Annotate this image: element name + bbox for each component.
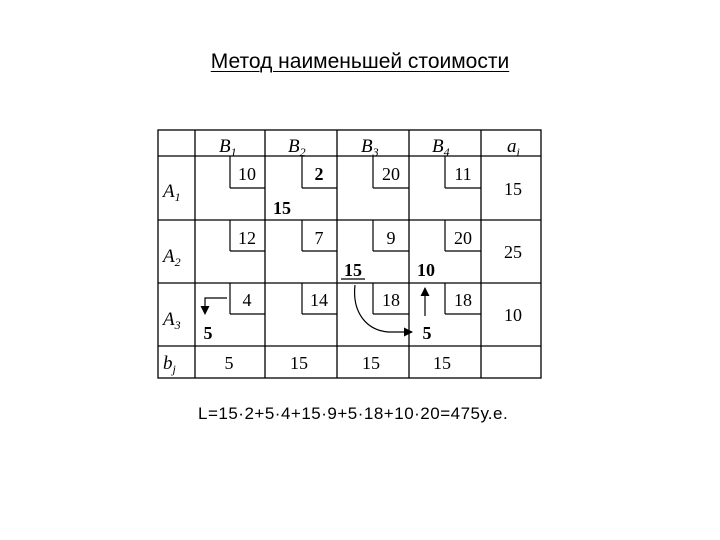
cost-a1-b1: 10 xyxy=(238,164,256,184)
row-label-a2: $A_2$ xyxy=(163,246,181,269)
demand-b1: 5 xyxy=(224,353,234,373)
header-b3: $B_3$ xyxy=(361,136,379,159)
table-grid xyxy=(158,130,541,378)
cost-a1-b4: 11 xyxy=(454,164,472,184)
allocation-a1-b2: 15 xyxy=(273,198,291,218)
cost-a3-b4: 18 xyxy=(454,290,472,310)
allocation-a2-b3: 15 xyxy=(344,260,362,280)
cost-a3-b1: 4 xyxy=(242,290,252,310)
allocation-a2-b4: 10 xyxy=(417,260,435,280)
header-b2: $B_2$ xyxy=(288,136,306,159)
cost-a3-b2: 14 xyxy=(310,290,328,310)
header-b1: $B_1$ xyxy=(219,136,237,159)
demand-b3: 15 xyxy=(362,353,380,373)
cost-a1-b2: 2 xyxy=(314,164,324,184)
page-title: Метод наименьшей стоимости xyxy=(210,50,510,73)
row-label-demand: $b_j$ xyxy=(163,353,176,376)
cost-cell-boxes xyxy=(230,156,481,314)
cost-a3-b3: 18 xyxy=(382,290,400,310)
total-cost-formula: L=15·2+5·4+15·9+5·18+10·20=475у.е. xyxy=(198,404,509,423)
header-b4: $B_4$ xyxy=(432,136,450,159)
row-label-a3: $A_3$ xyxy=(163,309,181,332)
allocation-a3-b1: 5 xyxy=(203,323,213,343)
cost-a2-b2: 7 xyxy=(314,228,324,248)
cost-a2-b3: 9 xyxy=(386,228,396,248)
demand-b4: 15 xyxy=(433,353,451,373)
supply-a3: 10 xyxy=(504,305,522,325)
cost-a1-b3: 20 xyxy=(382,164,400,184)
allocation-a3-b4: 5 xyxy=(422,323,432,343)
cost-a2-b1: 12 xyxy=(238,228,256,248)
arrow-to-a3-b1 xyxy=(205,298,227,314)
demand-b2: 15 xyxy=(290,353,308,373)
supply-a2: 25 xyxy=(504,242,522,262)
header-supply: $a_i$ xyxy=(507,136,520,159)
row-label-a1: $A_1$ xyxy=(163,181,181,204)
supply-a1: 15 xyxy=(504,179,522,199)
cost-a2-b4: 20 xyxy=(454,228,472,248)
